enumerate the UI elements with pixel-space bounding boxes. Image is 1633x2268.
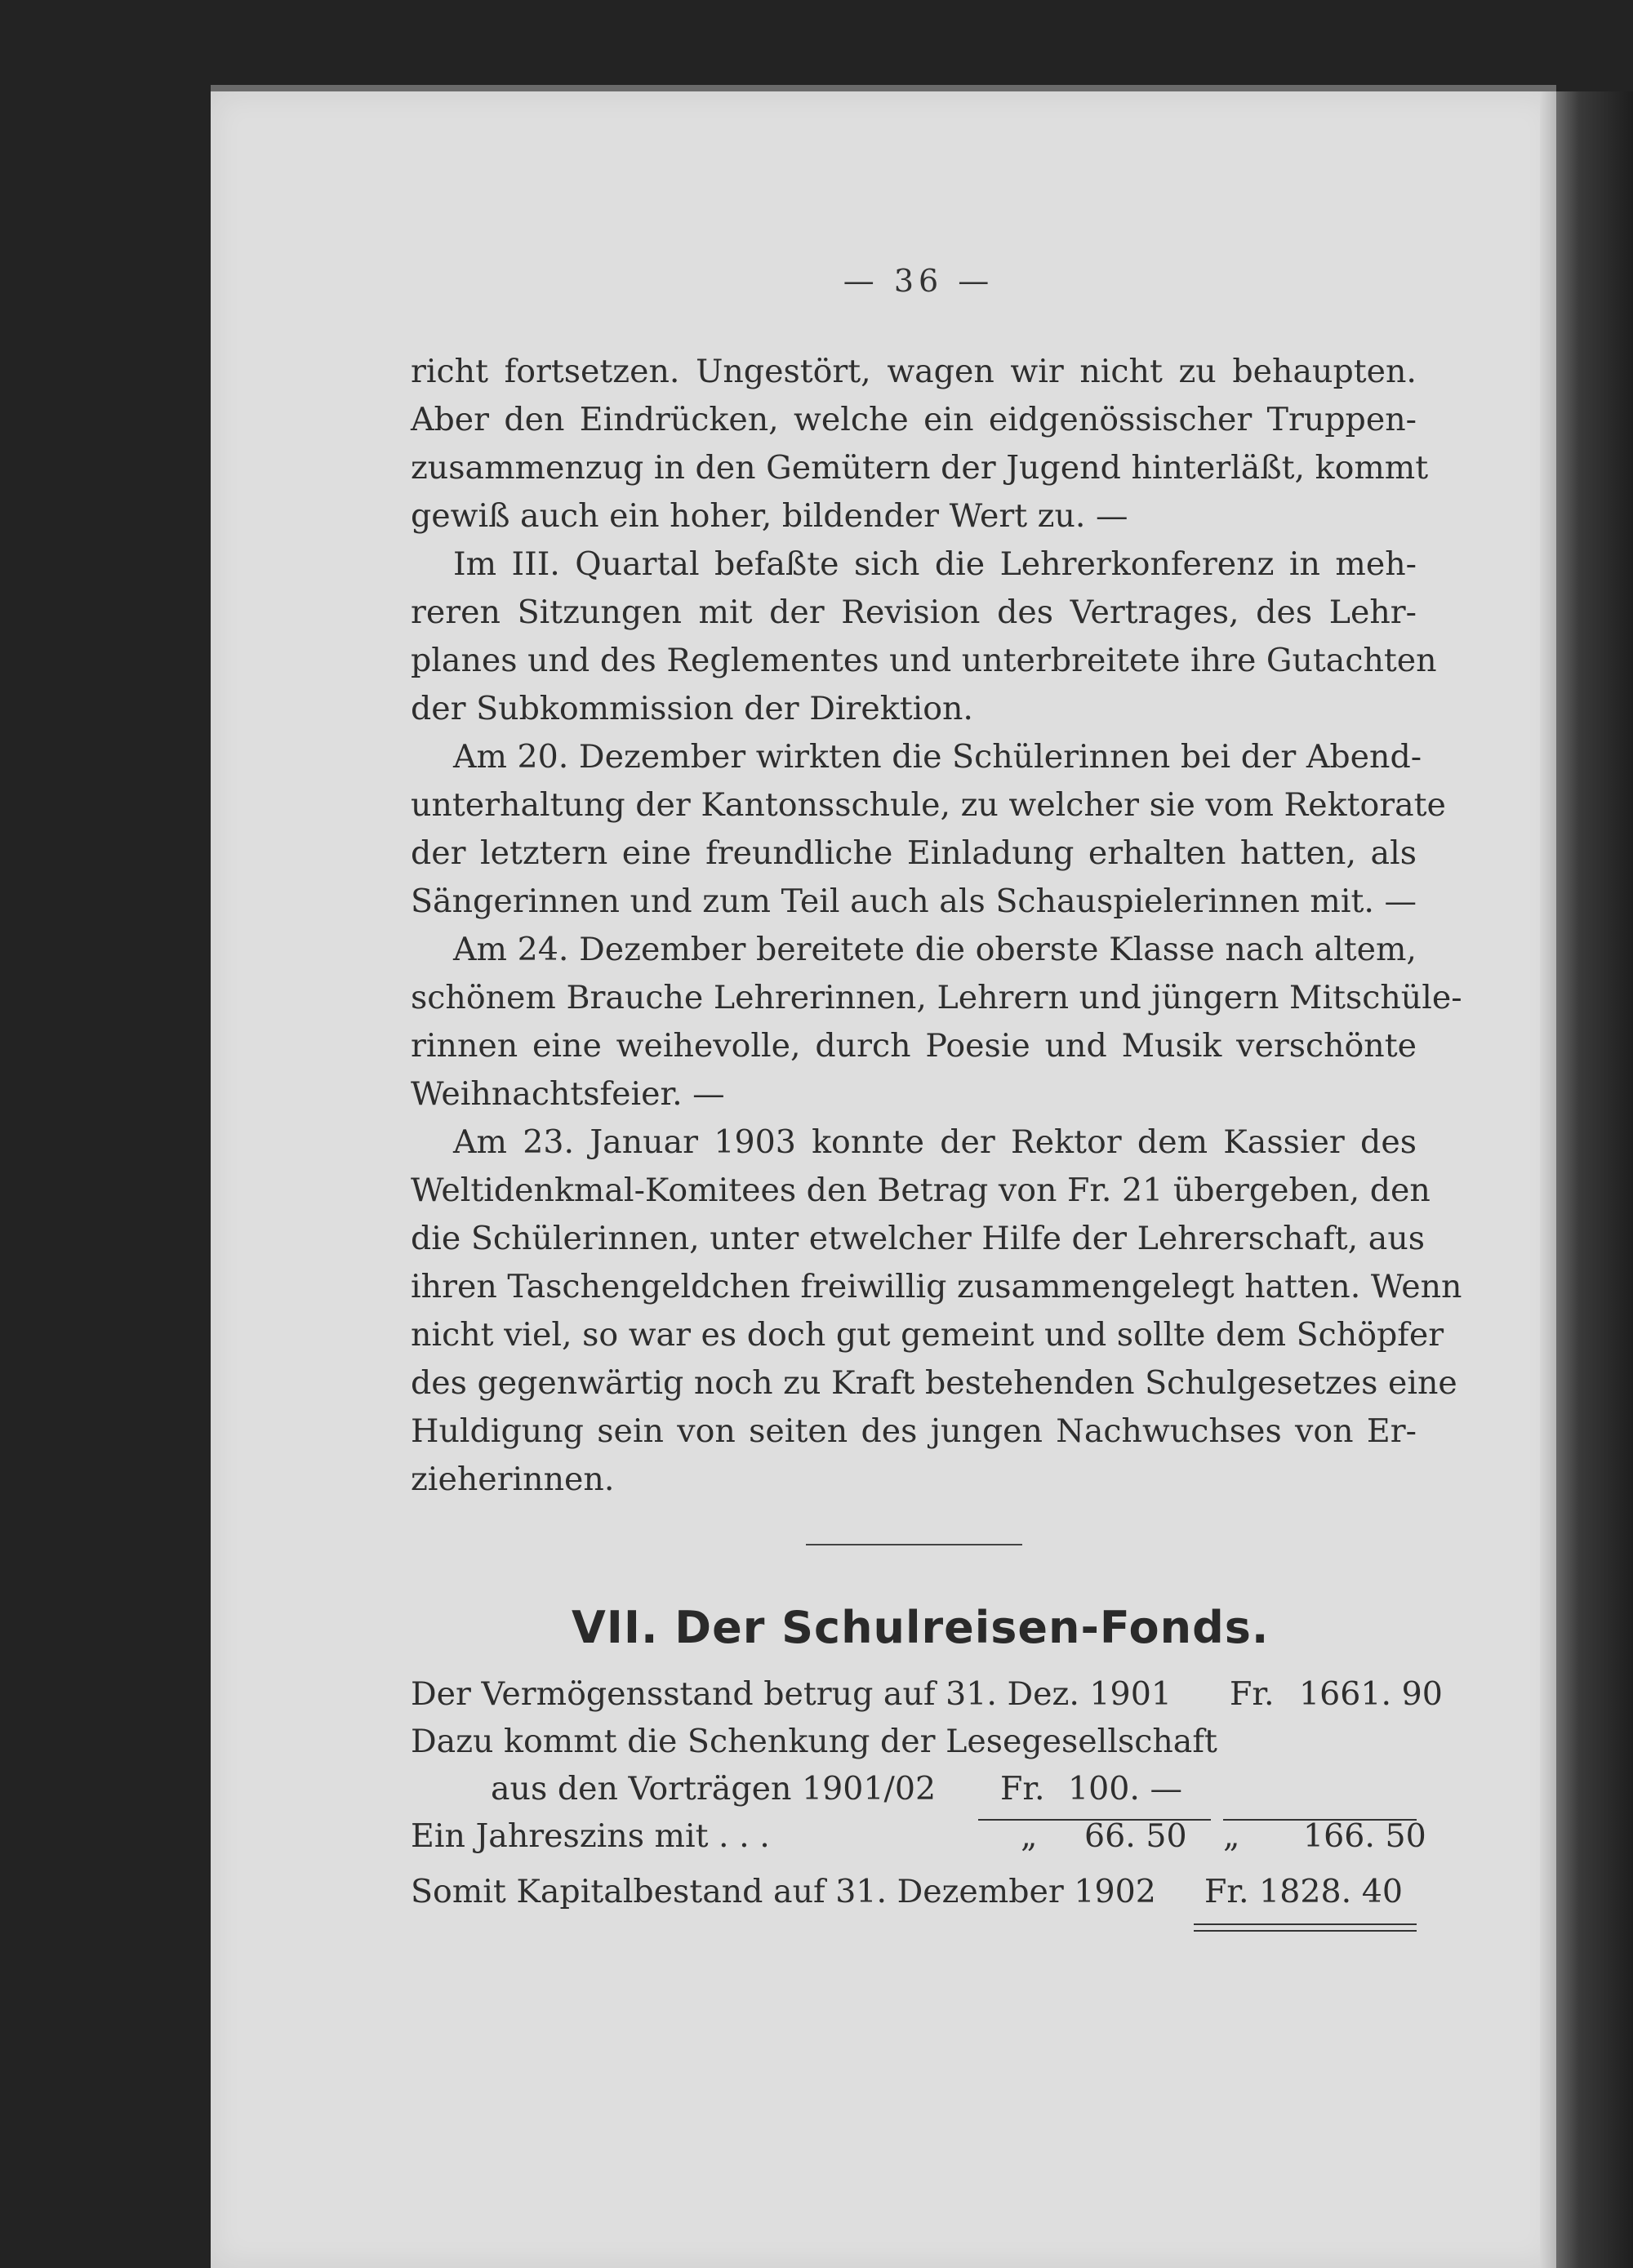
text-line: rinnen eine weihevolle, durch Poesie und Musik verschönte — [411, 1027, 1417, 1065]
fund-label: Ein Jahreszins mit . . . — [411, 1817, 770, 1855]
fund-total: Fr. 1828. 40 — [1204, 1873, 1403, 1910]
fund-row-balance-1901 — [411, 1675, 1443, 1724]
text-line: Am 20. Dezember wirkten die Schülerinnen bei der Abend- — [453, 738, 1422, 776]
section-divider — [806, 1544, 1022, 1545]
fund-amount: 66. 50 — [1084, 1817, 1187, 1855]
fund-label: Der Vermögensstand betrug auf 31. Dez. 1901 — [411, 1675, 1172, 1713]
section-heading: VII. Der Schulreisen-Fonds. — [572, 1602, 1270, 1653]
text-line: planes und des Reglementes und unterbreitete ihre Gutachten — [411, 642, 1437, 679]
text-line: ihren Taschengeldchen freiwillig zusammengelegt hatten. Wenn — [411, 1268, 1462, 1305]
text-line: zieherinnen. — [411, 1461, 615, 1498]
fund-subtotal-underlined — [978, 1817, 1211, 1855]
fund-label: aus den Vorträgen 1901/02 — [491, 1770, 937, 1808]
text-line: Weihnachtsfeier. — — [411, 1075, 725, 1113]
fund-total-underlined — [1223, 1817, 1426, 1855]
text-line: richt fortsetzen. Ungestört, wagen wir nicht zu behaupten. — [411, 353, 1417, 390]
text-line: Huldigung sein von seiten des jungen Nachwuchses von Er- — [411, 1412, 1417, 1450]
text-line: der letztern eine freundliche Einladung erhalten hatten, als — [411, 834, 1417, 872]
text-line: schönem Brauche Lehrerinnen, Lehrern und jüngern Mitschüle- — [411, 979, 1462, 1016]
total-double-underline — [1194, 1923, 1417, 1932]
fund-amount: 100. — — [1068, 1770, 1183, 1808]
text-line: unterhaltung der Kantonsschule, zu welcher sie vom Rektorate — [411, 786, 1446, 824]
fund-row-interest — [411, 1817, 1426, 1866]
text-line: Im III. Quartal befaßte sich die Lehrerkonferenz in meh- — [453, 545, 1417, 583]
text-line: der Subkommission der Direktion. — [411, 690, 973, 727]
text-line: des gegenwärtig noch zu Kraft bestehenden Schulgesetzes eine — [411, 1364, 1457, 1402]
text-line: die Schülerinnen, unter etwelcher Hilfe der Lehrerschaft, aus — [411, 1220, 1426, 1257]
body-text — [411, 348, 1462, 1504]
text-line: Sängerinnen und zum Teil auch als Schauspielerinnen mit. — — [411, 883, 1417, 920]
fund-row-lectures — [411, 1770, 1417, 1819]
fund-label: Somit Kapitalbestand auf 31. Dezember 1902 — [411, 1873, 1156, 1910]
fund-label: Dazu kommt die Schenkung der Lesegesellschaft — [411, 1723, 1217, 1760]
fund-row-capital-1902 — [411, 1873, 1417, 1922]
fund-currency: Fr. — [1230, 1675, 1275, 1713]
book-edge — [1556, 91, 1633, 2268]
text-line: Weltidenkmal-Komitees den Betrag von Fr. 21 übergeben, den — [411, 1172, 1431, 1209]
fund-ditto: „ — [1021, 1817, 1038, 1855]
text-line: Am 24. Dezember bereitete die oberste Klasse nach altem, — [453, 931, 1417, 968]
text-line: gewiß auch ein hoher, bildender Wert zu. — — [411, 497, 1128, 535]
fund-currency: Fr. — [1000, 1770, 1045, 1808]
text-line: zusammenzug in den Gemütern der Jugend hinterläßt, kommt — [411, 449, 1429, 487]
fund-ditto: „ — [1223, 1817, 1240, 1855]
page-number: — 36 — — [843, 263, 994, 299]
fund-amount: 166. 50 — [1303, 1817, 1426, 1855]
text-line: Aber den Eindrücken, welche ein eidgenössischer Truppen- — [411, 401, 1417, 438]
text-line: reren Sitzungen mit der Revision des Vertrages, des Lehr- — [411, 594, 1417, 631]
text-line: Am 23. Januar 1903 konnte der Rektor dem Kassier des — [453, 1123, 1417, 1161]
fund-row-donation — [411, 1723, 1417, 1772]
fund-amount: 1661. 90 — [1299, 1675, 1443, 1713]
text-line: nicht viel, so war es doch gut gemeint und sollte dem Schöpfer — [411, 1316, 1444, 1354]
page-gutter — [1540, 91, 1556, 2268]
